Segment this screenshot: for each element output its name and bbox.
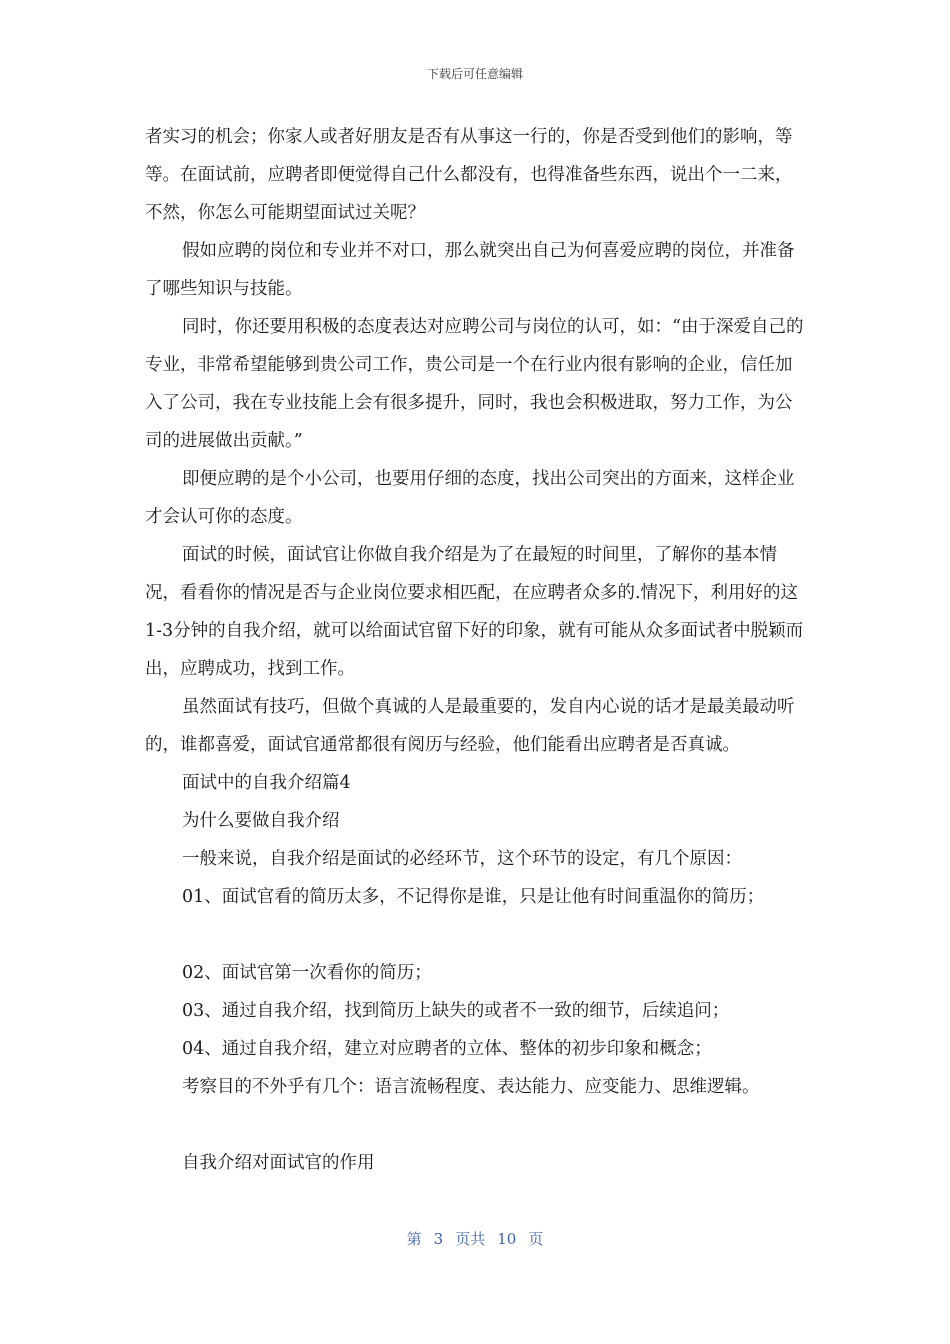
subsection-heading: 为什么要做自我介绍 [182,811,340,831]
spacer [145,916,805,954]
footer-total-pages: 10 [497,1230,517,1248]
footer-current-page: 3 [433,1230,444,1248]
list-item: 04、通过自我介绍，建立对应聘者的立体、整体的初步印象和概念； [182,1039,712,1059]
page-header: 下载后可任意编辑 [426,67,523,81]
subsection-heading: 自我介绍对面试官的作用 [182,1153,375,1173]
document-body [145,118,805,1182]
paragraph: 者实习的机会；你家人或者好朋友是否有从事这一行的，你是否受到他们的影响，等等。在面试前，应聘者即便觉得自己什么都没有，也得准备些东西，说出个一二来，不然，你怎么可能期望面试过关呢？ [145,127,793,223]
footer-label-page: 第 [406,1230,422,1248]
page-footer [0,1228,950,1250]
list-item: 01、面试官看的简历太多，不记得你是谁，只是让他有时间重温你的简历； [182,887,765,907]
section-heading: 面试中的自我介绍篇4 [182,773,351,793]
paragraph: 同时，你还要用积极的态度表达对应聘公司与岗位的认可，如：“由于深爱自己的专业，非常希望能够到贵公司工作，贵公司是一个在行业内很有影响的企业，信任加入了公司，我在专业技能上会有很多提升，同时，我也会积极进取，努力工作，为公司的进展做出贡献。” [145,317,804,451]
footer-label-of: 页共 [455,1230,486,1248]
paragraph: 面试的时候，面试官让你做自我介绍是为了在最短的时间里，了解你的基本情况，看看你的情况是否与企业岗位要求相匹配，在应聘者众多的.情况下，利用好的这1-3分钟的自我介绍，就可以给面试官留下好的印象，就有可能从众多面试者中脱颖而出，应聘成功，找到工作。 [145,545,804,679]
spacer [145,1106,805,1144]
paragraph: 考察目的不外乎有几个：语言流畅程度、表达能力、应变能力、思维逻辑。 [182,1077,760,1097]
list-item: 02、面试官第一次看你的简历； [182,963,432,983]
footer-label-end: 页 [528,1230,544,1248]
paragraph: 一般来说，自我介绍是面试的必经环节，这个环节的设定，有几个原因： [182,849,742,869]
paragraph: 虽然面试有技巧，但做个真诚的人是最重要的，发自内心说的话才是最美最动听的，谁都喜爱，面试官通常都很有阅历与经验，他们能看出应聘者是否真诚。 [145,697,795,755]
paragraph: 即便应聘的是个小公司，也要用仔细的态度，找出公司突出的方面来，这样企业才会认可你的态度。 [145,469,795,527]
list-item: 03、通过自我介绍，找到简历上缺失的或者不一致的细节，后续追问； [182,1001,730,1021]
paragraph: 假如应聘的岗位和专业并不对口，那么就突出自己为何喜爱应聘的岗位，并准备了哪些知识与技能。 [145,241,795,299]
